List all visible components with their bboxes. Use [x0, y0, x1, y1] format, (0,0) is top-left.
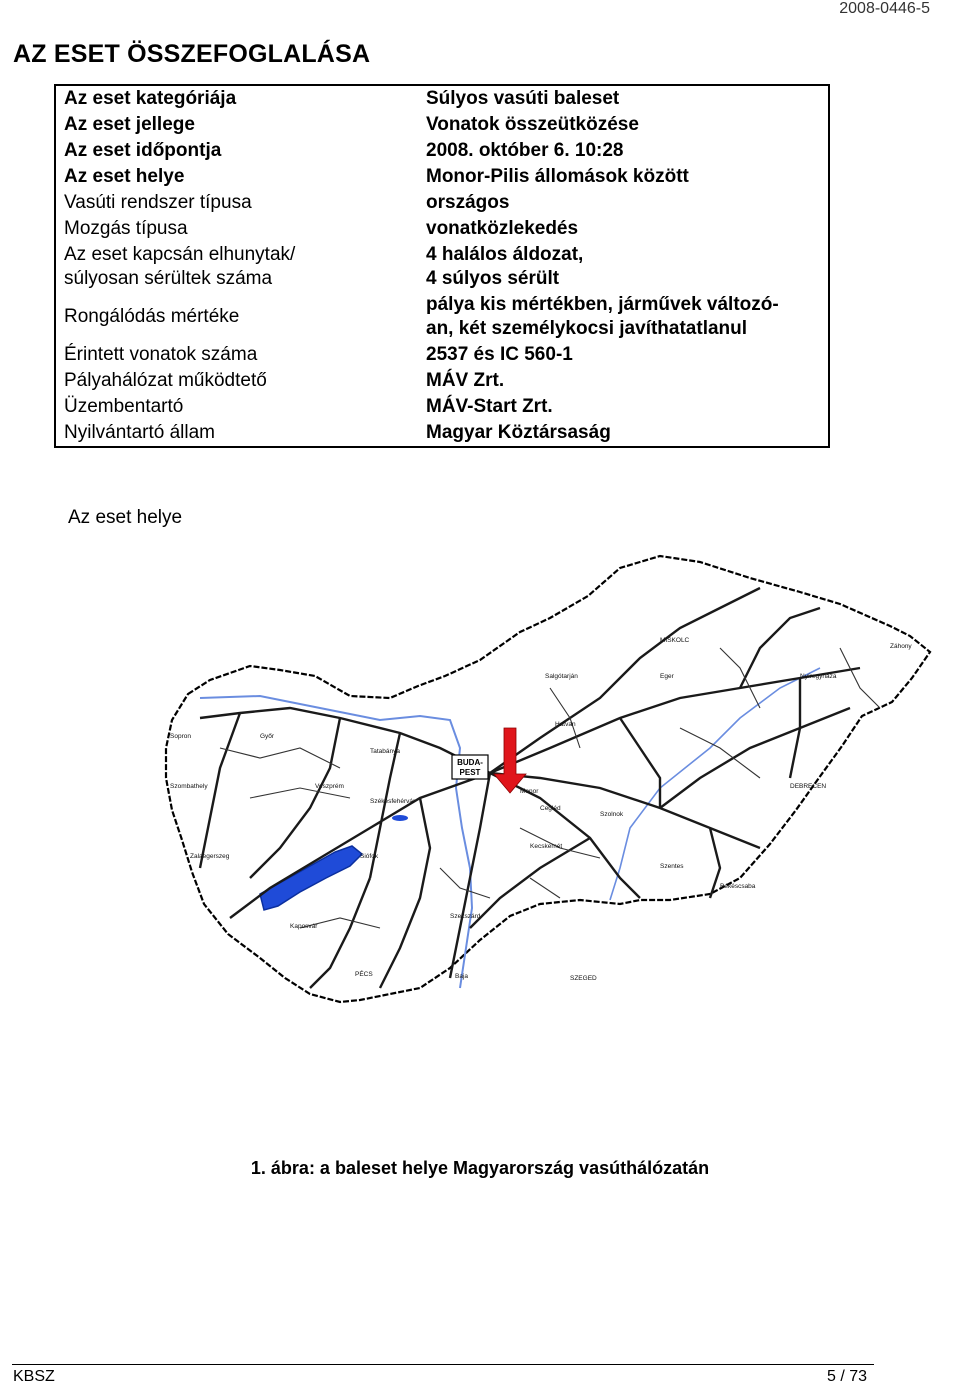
map-city-label: Békéscsaba	[720, 883, 756, 890]
page-title: AZ ESET ÖSSZEFOGLALÁSA	[13, 40, 371, 68]
row-value: MÁV Zrt.	[426, 370, 505, 391]
map-city-label: Záhony	[890, 643, 912, 650]
map-city-label: Zalaegerszeg	[190, 853, 230, 860]
map-city-label: Kecskemét	[530, 843, 563, 850]
table-row	[55, 216, 829, 242]
map-city-label: Győr	[260, 733, 275, 740]
map-city-label: Cegléd	[540, 805, 561, 812]
map-city-label: Baja	[455, 973, 469, 980]
row-value: pálya kis mértékben, járművek változó- an, két személykocsi javíthatatlanul	[426, 294, 779, 339]
table-row	[55, 394, 829, 420]
page-number: 5 / 73	[826, 1368, 867, 1385]
table-row	[55, 242, 829, 292]
map-city-label: Székesfehérvár	[370, 798, 416, 805]
map-city-label: SZEGED	[570, 975, 597, 982]
map-city-label: DEBRECEN	[790, 783, 827, 790]
row-value: Monor-Pilis állomások között	[426, 166, 689, 187]
budapest-label-2: PEST	[459, 768, 481, 777]
map-city-label: Sopron	[170, 733, 191, 740]
row-label: Az eset kapcsán elhunytak/ súlyosan sérültek száma	[64, 244, 296, 289]
map-city-label: MISKOLC	[660, 637, 690, 644]
row-label: Az eset jellege	[64, 114, 195, 135]
row-label: Üzembentartó	[64, 396, 184, 417]
map-city-label: Szombathely	[170, 783, 208, 790]
map-city-label: Monor	[520, 788, 539, 795]
table-row	[55, 164, 829, 190]
section-title: Az eset helye	[68, 507, 183, 528]
row-label: Mozgás típusa	[64, 218, 188, 239]
table-row	[55, 112, 829, 138]
table-row	[55, 138, 829, 164]
budapest-label: BUDA-	[457, 758, 483, 767]
document-number: 2008-0446-5	[839, 0, 930, 17]
row-value: 2537 és IC 560-1	[426, 344, 573, 365]
map-city-label: Szentes	[660, 863, 684, 870]
map-city-label: Nyíregyháza	[800, 673, 837, 680]
figure-caption: 1. ábra: a baleset helye Magyarország vasúthálózatán	[250, 1158, 710, 1178]
lake-balaton	[260, 846, 362, 910]
lake-velence	[392, 815, 408, 821]
row-label: Pályahálózat működtető	[64, 370, 267, 391]
table-row	[55, 190, 829, 216]
railway-network-map	[100, 548, 960, 1103]
table-row	[55, 85, 829, 112]
map-city-label: Eger	[660, 673, 674, 680]
map-city-label: Veszprém	[315, 783, 344, 790]
row-value: Vonatok összeütközése	[426, 114, 639, 135]
row-value: MÁV-Start Zrt.	[426, 396, 553, 417]
table-row	[55, 342, 829, 368]
row-label: Vasúti rendszer típusa	[64, 192, 252, 213]
table-row	[55, 292, 829, 342]
row-value: 2008. október 6. 10:28	[426, 140, 624, 161]
map-city-label: Tatabánya	[370, 748, 400, 755]
row-value: Magyar Köztársaság	[426, 422, 611, 443]
row-value: vonatközlekedés	[426, 218, 579, 239]
row-value: 4 halálos áldozat, 4 súlyos sérült	[426, 244, 584, 289]
table-row	[55, 420, 829, 447]
row-label: Nyilvántartó állam	[64, 422, 215, 443]
footer-org: KBSZ	[13, 1368, 55, 1385]
row-value: országos	[426, 192, 510, 213]
map-city-label: Szekszárd	[450, 913, 481, 920]
map-city-label: Kaposvár	[290, 923, 318, 930]
summary-table	[54, 84, 830, 448]
row-label: Rongálódás mértéke	[64, 306, 240, 327]
row-label: Az eset időpontja	[64, 140, 222, 161]
tisza-river	[610, 668, 820, 900]
footer-divider	[12, 1364, 874, 1365]
table-row	[55, 368, 829, 394]
map-city-label: Salgótarján	[545, 673, 578, 680]
map-city-label: Siófok	[360, 853, 379, 860]
map-city-label: PÉCS	[355, 971, 373, 978]
row-label: Az eset kategóriája	[64, 88, 237, 109]
row-value: Súlyos vasúti baleset	[426, 88, 620, 109]
map-city-label: Hatvan	[555, 721, 576, 728]
row-label: Az eset helye	[64, 166, 185, 187]
map-city-label: Szolnok	[600, 811, 624, 818]
row-label: Érintett vonatok száma	[64, 344, 258, 365]
